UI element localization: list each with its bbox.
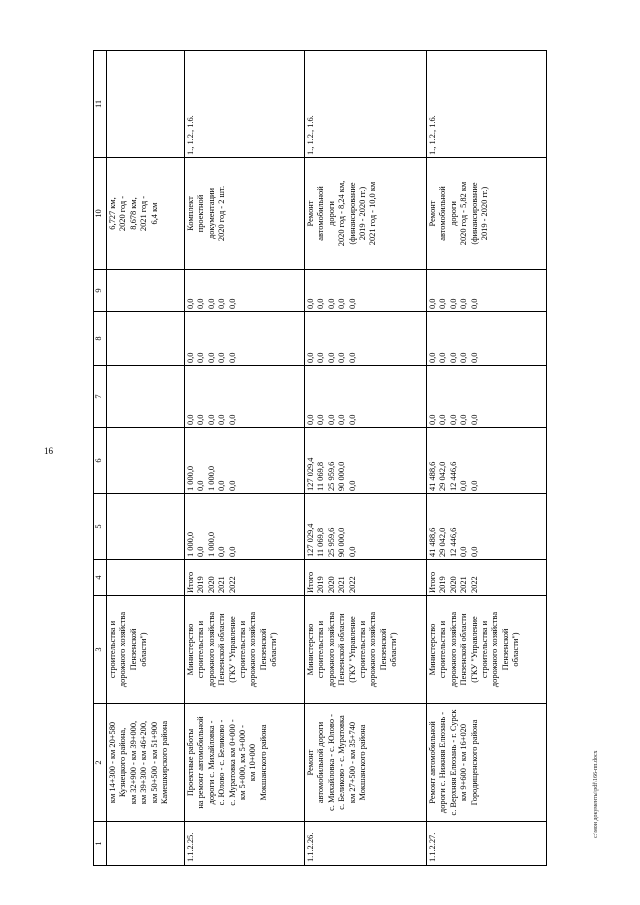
executor: Министерство строительства и дорожного хозяйства Пензенской области (ГКУ "Управление строительства и дорожного хозяйства Пензенской области") — [185, 596, 305, 704]
funding-total-value: 0,0 — [469, 546, 479, 557]
funding-federal — [305, 366, 427, 428]
year-column-value: Итого — [428, 571, 437, 593]
year-column-value: 2020 — [326, 576, 336, 593]
funding-regional-value: 25 959,6 — [326, 461, 336, 491]
funding-total-value: 0,0 — [196, 546, 206, 557]
funding-total-value: 29 042,0 — [438, 527, 448, 557]
funding-total-value: 25 959,6 — [326, 527, 336, 557]
year-column-value: 2020 — [448, 576, 458, 593]
funding-regional-value: 0,0 — [217, 480, 227, 491]
funding-other-value: 0,0 — [438, 298, 448, 309]
table-row — [305, 51, 427, 866]
funding-regional-value: 0,0 — [347, 480, 357, 491]
funding-other-value: 0,0 — [448, 298, 458, 309]
funding-total — [305, 494, 427, 560]
funding-total-value: 41 488,6 — [428, 527, 437, 557]
funding-other-value: 0,0 — [347, 298, 357, 309]
rotated-table-sheet — [93, 51, 583, 866]
funding-federal-value: 0,0 — [306, 414, 315, 425]
funding-federal-value: 0,0 — [186, 414, 195, 425]
year-column-value: 2019 — [316, 576, 326, 593]
funding-local-value: 0,0 — [438, 352, 448, 363]
row-number: 1.1.2.25. — [185, 822, 305, 866]
year-column — [305, 560, 427, 596]
funding-other-value: 0,0 — [227, 298, 237, 309]
funding-other-value: 0,0 — [326, 298, 336, 309]
column-header: 2 — [94, 704, 107, 822]
funding-federal — [107, 366, 185, 428]
result-indicator: Ремонт автомобильной дороги 2020 год - 5,82 км (финансирование 2019 - 2020 гг.) — [427, 158, 547, 270]
event-name: км 14+300 - км 20+580 Кузнецкого района, км 32+900 - км 39+000, км 39+300 - км 46+200, км 50+500 - км 51+900 Камешкирского района — [107, 704, 185, 822]
funding-federal-value: 0,0 — [217, 414, 227, 425]
funding-other-value: 0,0 — [316, 298, 326, 309]
funding-local-value: 0,0 — [469, 352, 479, 363]
funding-total-value: 0,0 — [347, 546, 357, 557]
funding-local — [427, 312, 547, 366]
funding-local-value: 0,0 — [186, 352, 195, 363]
funding-regional-value: 1 000,0 — [206, 465, 216, 491]
year-column-value: 2021 — [337, 576, 347, 593]
result-indicator: Ремонт автомобильной дороги 2020 год - 8,24 км, (финансирование 2019 - 2020 гг.) 2021 год - 10,0 км — [305, 158, 427, 270]
funding-federal-value: 0,0 — [326, 414, 336, 425]
program-table — [93, 50, 547, 866]
year-column-value: 2021 — [217, 576, 227, 593]
funding-local-value: 0,0 — [217, 352, 227, 363]
year-column-value: Итого — [306, 571, 315, 593]
funding-federal-value: 0,0 — [206, 414, 216, 425]
funding-other-value: 0,0 — [196, 298, 206, 309]
column-header: 5 — [94, 494, 107, 560]
funding-regional-value: 0,0 — [459, 480, 469, 491]
executor: строительства и дорожного хозяйства Пензенской области") — [107, 596, 185, 704]
funding-federal-value: 0,0 — [347, 414, 357, 425]
year-column-value: 2021 — [459, 576, 469, 593]
funding-federal — [185, 366, 305, 428]
funding-total-value: 12 446,6 — [448, 527, 458, 557]
funding-federal-value: 0,0 — [428, 414, 437, 425]
funding-local — [185, 312, 305, 366]
year-column — [427, 560, 547, 596]
funding-total-value: 11 069,8 — [316, 527, 326, 557]
funding-other — [185, 270, 305, 312]
indicator-link — [107, 51, 185, 158]
funding-local-value: 0,0 — [459, 352, 469, 363]
funding-regional — [305, 428, 427, 494]
column-header: 8 — [94, 312, 107, 366]
funding-federal-value: 0,0 — [469, 414, 479, 425]
year-column-value: 2019 — [196, 576, 206, 593]
funding-total — [427, 494, 547, 560]
funding-regional-value: 0,0 — [469, 480, 479, 491]
row-number — [107, 822, 185, 866]
year-column-value: 2022 — [347, 576, 357, 593]
year-column-value: 2020 — [206, 576, 216, 593]
funding-total-value: 90 000,0 — [337, 527, 347, 557]
funding-total-value: 0,0 — [227, 546, 237, 557]
funding-local-value: 0,0 — [196, 352, 206, 363]
column-header: 7 — [94, 366, 107, 428]
funding-other-value: 0,0 — [186, 298, 195, 309]
funding-total-value: 0,0 — [459, 546, 469, 557]
funding-local-value: 0,0 — [306, 352, 315, 363]
column-header: 10 — [94, 158, 107, 270]
funding-total — [185, 494, 305, 560]
funding-regional-value: 41 488,6 — [428, 461, 437, 491]
funding-other-value: 0,0 — [206, 298, 216, 309]
funding-local-value: 0,0 — [337, 352, 347, 363]
funding-regional-value: 90 000,0 — [337, 461, 347, 491]
funding-local-value: 0,0 — [206, 352, 216, 363]
row-number: 1.1.2.27. — [427, 822, 547, 866]
funding-federal-value: 0,0 — [196, 414, 206, 425]
column-header: 11 — [94, 51, 107, 158]
column-header: 4 — [94, 560, 107, 596]
funding-local — [107, 312, 185, 366]
funding-total-value: 1 000,0 — [206, 531, 216, 557]
funding-federal-value: 0,0 — [227, 414, 237, 425]
funding-other — [427, 270, 547, 312]
funding-regional — [427, 428, 547, 494]
table-row — [427, 51, 547, 866]
header-row — [94, 51, 107, 866]
row-number: 1.1.2.26. — [305, 822, 427, 866]
funding-local-value: 0,0 — [347, 352, 357, 363]
year-column — [107, 560, 185, 596]
funding-regional-value: 0,0 — [196, 480, 206, 491]
table-row — [107, 51, 185, 866]
year-column-value: Итого — [186, 571, 195, 593]
funding-local-value: 0,0 — [326, 352, 336, 363]
funding-federal-value: 0,0 — [448, 414, 458, 425]
funding-other-value: 0,0 — [459, 298, 469, 309]
page-number: 16 — [44, 446, 53, 456]
funding-local — [305, 312, 427, 366]
funding-federal — [427, 366, 547, 428]
funding-total-value: 0,0 — [217, 546, 227, 557]
result-indicator: Комплект проектной документации 2020 год - 2 шт. — [185, 158, 305, 270]
funding-local-value: 0,0 — [227, 352, 237, 363]
column-header: 6 — [94, 428, 107, 494]
event-name: Проектные работы на ремонт автомобильной дороги с. Михайловка - с. Юлово - с. Беликово - с. Муратовка км 0+000 - км 5+000, км 5+000 - км 10+000 Мокшанского района — [185, 704, 305, 822]
year-column-value: 2022 — [227, 576, 237, 593]
funding-federal-value: 0,0 — [438, 414, 448, 425]
result-indicator: 6,727 км, 2020 год - 8,678 км, 2021 год - 6,4 км — [107, 158, 185, 270]
executor: Министерство строительства и дорожного хозяйства Пензенской области (ГКУ "Управление строительства и дорожного хозяйства Пензенской области") — [427, 596, 547, 704]
column-header: 9 — [94, 270, 107, 312]
funding-total — [107, 494, 185, 560]
funding-regional — [185, 428, 305, 494]
indicator-link: 1., 1.2., 1.6. — [185, 51, 305, 158]
funding-other-value: 0,0 — [306, 298, 315, 309]
funding-federal-value: 0,0 — [459, 414, 469, 425]
year-column-value: 2019 — [438, 576, 448, 593]
footer-file-path: c:\мои документы\pdf\166-пп.docx — [593, 750, 599, 838]
year-column-value: 2022 — [469, 576, 479, 593]
event-name: Ремонт автомобильной дороги с. Михайловка - с. Юлово - с. Беликово - с. Муратовка км 27+500 - км 35+740 Мокшанского района — [305, 704, 427, 822]
funding-local-value: 0,0 — [428, 352, 437, 363]
funding-other-value: 0,0 — [428, 298, 437, 309]
funding-local-value: 0,0 — [448, 352, 458, 363]
funding-other-value: 0,0 — [337, 298, 347, 309]
funding-other — [107, 270, 185, 312]
funding-other-value: 0,0 — [469, 298, 479, 309]
year-column — [185, 560, 305, 596]
funding-regional-value: 127 029,4 — [306, 457, 315, 491]
funding-regional-value: 12 446,6 — [448, 461, 458, 491]
executor: Министерство строительства и дорожного хозяйства Пензенской области (ГКУ "Управление строительства и дорожного хозяйства Пензенской области") — [305, 596, 427, 704]
table-row — [185, 51, 305, 866]
indicator-link: 1., 1.2., 1.6. — [305, 51, 427, 158]
funding-regional — [107, 428, 185, 494]
funding-regional-value: 11 069,8 — [316, 461, 326, 491]
indicator-link: 1., 1.2., 1.6. — [427, 51, 547, 158]
funding-regional-value: 1 000,0 — [186, 465, 195, 491]
funding-total-value: 1 000,0 — [186, 531, 195, 557]
column-header: 3 — [94, 596, 107, 704]
funding-regional-value: 0,0 — [227, 480, 237, 491]
funding-federal-value: 0,0 — [316, 414, 326, 425]
column-header: 1 — [94, 822, 107, 866]
funding-regional-value: 29 042,0 — [438, 461, 448, 491]
funding-federal-value: 0,0 — [337, 414, 347, 425]
funding-total-value: 127 029,4 — [306, 523, 315, 557]
funding-other-value: 0,0 — [217, 298, 227, 309]
funding-other — [305, 270, 427, 312]
event-name: Ремонт автомобильной дороги с. Нижняя Елюзань - с. Верхняя Елюзань - г. Сурск км 9+600 - км 16+020 Городищенского района — [427, 704, 547, 822]
funding-local-value: 0,0 — [316, 352, 326, 363]
